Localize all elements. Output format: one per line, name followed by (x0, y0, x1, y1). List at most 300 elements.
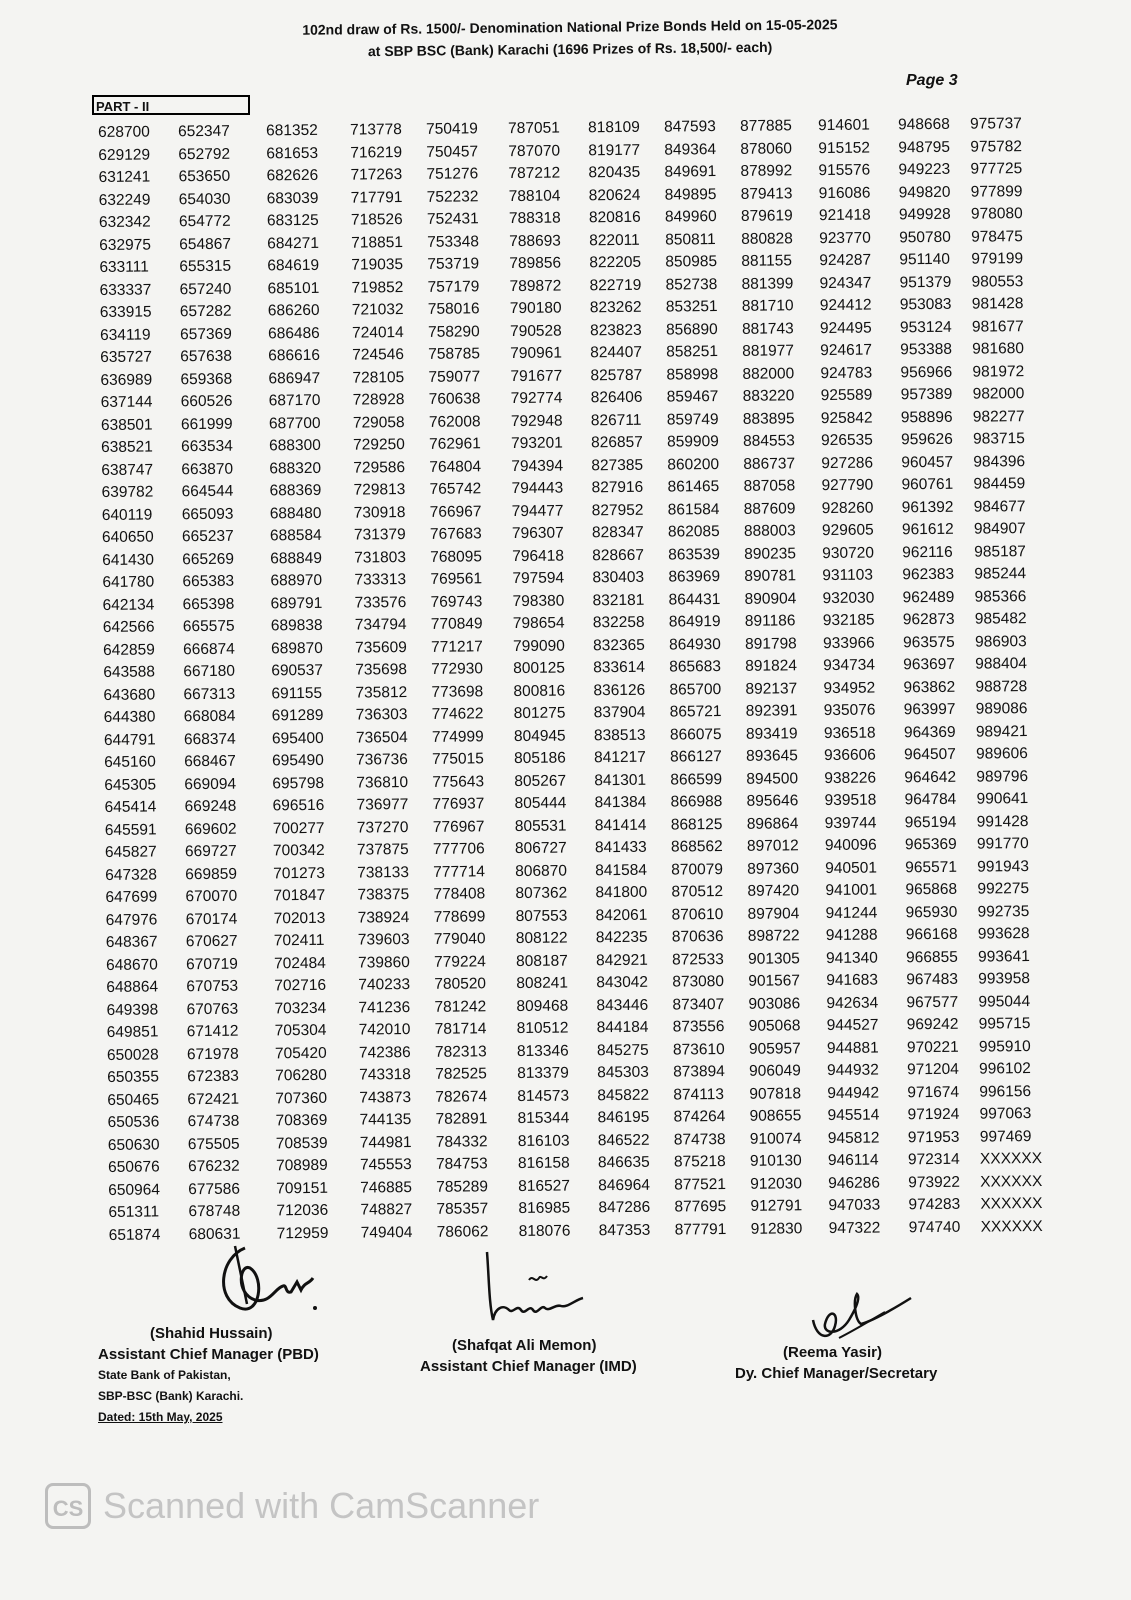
bond-number: 991943 (977, 857, 1030, 876)
bond-number: 813379 (517, 1064, 569, 1083)
bond-number: 645827 (104, 843, 157, 861)
bond-number: 808122 (515, 929, 568, 948)
bond-number: 648864 (106, 978, 159, 996)
bond-number: 924495 (819, 319, 872, 337)
bond-number: 790528 (509, 322, 562, 340)
bond-number: 975782 (970, 137, 1023, 156)
bond-number: 823262 (589, 298, 642, 317)
bond-number: 753719 (427, 255, 480, 273)
bond-number: 908655 (749, 1107, 802, 1125)
bond-number: 891798 (744, 634, 797, 653)
bond-number: 992275 (977, 880, 1030, 898)
bond-number: 875218 (673, 1153, 726, 1171)
bond-number: 643588 (103, 663, 156, 681)
bond-number: XXXXXX (979, 1149, 1043, 1168)
bond-number: 892391 (745, 702, 798, 720)
bond-number: 853251 (665, 298, 718, 316)
bond-number: 888003 (743, 522, 796, 540)
bond-number: 629129 (98, 146, 151, 164)
bond-number: 688849 (270, 549, 323, 567)
bond-number: 647699 (105, 888, 158, 906)
bond-number: 801275 (513, 704, 566, 723)
bond-number: 750419 (426, 120, 478, 138)
bond-number: 736504 (355, 728, 408, 747)
bond-number: 950780 (899, 228, 951, 246)
bond-column-7 (588, 117, 677, 1243)
bond-number: 731379 (353, 526, 406, 544)
bond-number: 818076 (518, 1222, 571, 1240)
bond-number: 702411 (273, 931, 325, 950)
bond-number: 638747 (101, 460, 154, 479)
bond-number: 753348 (427, 232, 479, 251)
bond-number: 850811 (665, 230, 716, 249)
bond-number: 881710 (741, 297, 794, 315)
bond-number: 879619 (740, 207, 793, 225)
bond-number: 933966 (822, 634, 875, 652)
bond-number: 683039 (266, 189, 319, 207)
bond-number: 805531 (514, 817, 567, 835)
bond-number: 951140 (899, 250, 951, 269)
bond-number: 989606 (976, 745, 1028, 763)
bond-number: 832365 (592, 636, 645, 654)
bond-number: 878060 (740, 139, 793, 158)
bond-number: 702484 (274, 954, 326, 972)
bond-number: 945514 (827, 1106, 880, 1125)
signature-2-image (475, 1248, 595, 1328)
bond-number: 778408 (433, 885, 486, 903)
bond-number: 708539 (275, 1134, 328, 1152)
bond-number: 688970 (270, 571, 323, 590)
bond-number: 674738 (187, 1112, 240, 1131)
bond-number: 712959 (276, 1224, 329, 1242)
bond-number: 670627 (185, 932, 238, 951)
bond-number: 846964 (598, 1176, 651, 1194)
signatory-1 (98, 1323, 319, 1428)
bond-number: 682626 (266, 166, 319, 185)
bond-number: 965571 (905, 858, 958, 876)
bond-number: 806870 (515, 862, 568, 880)
bond-number: 737875 (356, 841, 409, 859)
bond-number: 985366 (974, 587, 1027, 606)
bond-number: 832181 (592, 591, 645, 609)
bond-number: 782313 (434, 1042, 487, 1061)
bond-number: 948668 (897, 115, 950, 134)
bond-number: 997469 (979, 1127, 1032, 1146)
bond-number: 959626 (901, 430, 953, 449)
bond-number: 790961 (510, 344, 563, 363)
part-label: PART - II (92, 95, 250, 115)
bond-number: 991428 (976, 812, 1029, 831)
bond-number: 946286 (828, 1174, 881, 1192)
bond-number: 728105 (352, 368, 405, 387)
bond-number: 776937 (432, 795, 485, 813)
bond-number: 664544 (181, 482, 234, 501)
bond-number: 669602 (184, 820, 237, 838)
bond-number: 915152 (818, 139, 871, 157)
bond-number: 705304 (274, 1021, 327, 1040)
bond-number: 847593 (663, 118, 716, 136)
bond-number: 806727 (514, 839, 567, 858)
bond-number: 700277 (272, 819, 325, 837)
bond-number: 716219 (350, 143, 403, 162)
bond-number: 939518 (824, 791, 877, 810)
bond-number: 736736 (356, 751, 408, 769)
bond-number: 813346 (516, 1042, 569, 1060)
bond-number: 981680 (972, 340, 1025, 358)
bond-number: 745553 (359, 1156, 412, 1174)
bond-number: 962873 (902, 610, 955, 629)
bond-number: 635727 (100, 348, 153, 366)
bond-number: 760638 (428, 390, 481, 408)
bond-number: 982000 (972, 385, 1025, 403)
bond-number: 657240 (179, 280, 232, 298)
bond-number: 819177 (588, 141, 641, 159)
bond-number: 665575 (182, 617, 235, 636)
bond-number: 758016 (427, 300, 480, 318)
bond-number: 845822 (597, 1086, 650, 1104)
bond-number: 993628 (977, 925, 1030, 943)
bond-number: 932185 (822, 611, 875, 630)
bond-number: 897904 (747, 904, 800, 923)
bond-number: 657282 (179, 302, 232, 321)
bond-number: 663870 (181, 460, 234, 478)
bond-number: 928260 (821, 499, 874, 517)
bond-number: 668467 (184, 752, 236, 771)
bond-column-10 (818, 114, 907, 1240)
bond-number: 738375 (357, 886, 410, 904)
bond-number: 924617 (820, 341, 873, 360)
bond-number: 842235 (595, 928, 648, 947)
bond-number: 762008 (428, 412, 481, 431)
bond-number: 771217 (430, 637, 483, 656)
bond-number: 989421 (975, 722, 1028, 741)
bond-number: 974283 (908, 1195, 961, 1214)
bond-column-5 (426, 118, 515, 1244)
bond-number: 785289 (436, 1177, 489, 1196)
bond-number: 895646 (746, 792, 799, 810)
bond-number: 705420 (274, 1044, 327, 1062)
bond-number: 874738 (673, 1130, 726, 1149)
bond-number: 841384 (594, 793, 647, 812)
bond-number: 695798 (272, 774, 325, 792)
bond-number: 990641 (976, 790, 1029, 808)
bond-number: 877521 (674, 1175, 727, 1194)
bond-number: 965369 (904, 835, 957, 854)
bond-number: 729250 (353, 436, 405, 454)
bond-number: 921418 (818, 206, 871, 225)
bond-column-1 (98, 121, 187, 1247)
bond-number: 841800 (595, 883, 648, 902)
bond-number: 683125 (266, 211, 319, 230)
bond-number: 701847 (273, 886, 326, 905)
bond-number: 708989 (275, 1156, 328, 1175)
bond-number: 866599 (670, 770, 723, 789)
bond-number: 870636 (671, 928, 724, 946)
bond-number: 826406 (590, 388, 643, 407)
bond-number: 670763 (186, 1000, 239, 1018)
bond-number: 961612 (901, 520, 954, 539)
bond-number: 758785 (428, 345, 481, 363)
bond-number: 729586 (353, 458, 406, 477)
bond-number: 887058 (743, 477, 796, 495)
bond-number: 984907 (973, 520, 1026, 538)
bond-number: 897360 (747, 859, 800, 878)
bond-number: 962116 (902, 543, 953, 561)
bond-number: 927790 (821, 476, 874, 495)
bond-number: 949928 (898, 205, 951, 224)
bond-number: 944932 (827, 1061, 879, 1080)
bond-number: 758290 (427, 322, 480, 341)
bond-number: 781714 (434, 1020, 487, 1038)
bond-number: 742010 (358, 1021, 411, 1039)
bond-number: 870512 (671, 883, 724, 901)
bond-number: 645591 (104, 820, 157, 839)
bond-number: 735698 (355, 661, 408, 679)
bond-number: 996156 (979, 1082, 1032, 1101)
bond-number: 688369 (269, 481, 322, 500)
bond-number: 657638 (180, 347, 233, 366)
bond-number: 647976 (105, 910, 158, 929)
bond-number: 653650 (178, 167, 231, 186)
bond-number: 844184 (596, 1018, 649, 1037)
bond-number: 733313 (354, 571, 407, 589)
bond-number: 886737 (743, 454, 796, 473)
bond-number: 779224 (433, 952, 486, 971)
bond-number: 684619 (267, 256, 320, 275)
bond-number: 985187 (974, 542, 1026, 561)
bond-number: 787051 (508, 119, 560, 138)
bond-number: 643680 (103, 685, 156, 704)
bond-number: 866127 (670, 748, 722, 766)
bond-number: 841217 (594, 748, 646, 767)
bond-number: 924412 (819, 296, 872, 315)
bond-number: 718851 (351, 233, 403, 252)
bond-number: 856890 (665, 320, 718, 339)
bond-number: 816158 (517, 1154, 570, 1173)
bond-number: 827916 (591, 478, 644, 497)
bond-number: 820624 (588, 186, 641, 204)
bond-number: 744981 (359, 1133, 412, 1152)
bond-number: 874264 (673, 1108, 726, 1126)
bond-number: 691289 (271, 706, 324, 725)
bond-number: 828667 (592, 546, 644, 564)
bond-number: 814573 (517, 1087, 570, 1105)
bond-number: 864431 (668, 590, 721, 609)
bond-number: 651874 (108, 1225, 161, 1244)
bond-number: 907818 (749, 1084, 802, 1103)
bond-number: 936518 (823, 724, 876, 742)
bond-number: 768095 (430, 547, 483, 566)
bond-number: 774999 (431, 727, 484, 746)
bond-number: 846522 (597, 1131, 650, 1149)
bond-number: 985482 (974, 610, 1027, 628)
bond-number: 751276 (426, 165, 479, 183)
bond-number: 644380 (103, 708, 156, 726)
bond-number: 960761 (901, 475, 954, 494)
title-line-2: at SBP BSC (Bank) Karachi (1696 Prizes of Rs. 18,500/- each) (367, 38, 773, 60)
bond-number: 941001 (825, 881, 878, 900)
bond-number: 847286 (598, 1198, 651, 1217)
bond-number: 982277 (972, 407, 1025, 426)
bond-number: 953083 (899, 295, 952, 314)
bond-number: 883895 (742, 409, 795, 428)
bond-number: 879413 (740, 184, 793, 203)
bond-number: 996102 (979, 1060, 1031, 1078)
bond-number: 792774 (510, 389, 563, 408)
bond-number: 960457 (901, 453, 954, 471)
bond-number: 820816 (588, 208, 641, 227)
bond-number: 794477 (511, 502, 564, 520)
bond-column-8 (664, 116, 753, 1242)
bond-number: 896864 (746, 814, 799, 833)
camscanner-logo-icon: CS (45, 1483, 91, 1529)
bond-number: 669094 (184, 775, 237, 793)
bond-number: 971674 (907, 1083, 960, 1101)
bond-number: 681653 (266, 144, 319, 162)
bond-number: 825787 (590, 366, 643, 384)
bond-number: 691155 (271, 684, 323, 702)
bond-number: 665237 (181, 527, 234, 546)
bond-number: 652347 (178, 122, 230, 141)
bond-number: 993641 (977, 947, 1030, 966)
bond-column-4 (350, 119, 439, 1245)
bond-number: 641430 (102, 550, 155, 569)
bond-number: 752431 (426, 210, 479, 228)
bond-number: 738133 (357, 863, 410, 882)
bond-number: 837904 (593, 703, 646, 722)
bond-number: 632249 (98, 191, 151, 209)
bond-number: 789872 (509, 277, 562, 295)
bond-number: 893419 (745, 724, 798, 743)
bond-number: 981428 (971, 295, 1024, 313)
bond-number: 670719 (186, 955, 238, 973)
bond-number: 777714 (433, 862, 486, 881)
bond-number: 881399 (741, 274, 794, 293)
bond-number: 927286 (821, 454, 874, 472)
bond-number: 935076 (823, 701, 876, 720)
bond-number: 940501 (825, 859, 878, 877)
bond-number: 782525 (435, 1065, 487, 1083)
signatory-3-designation: Dy. Chief Manager/Secretary (735, 1365, 938, 1382)
bond-number: 728928 (352, 391, 405, 409)
bond-number: 861584 (667, 500, 720, 519)
bond-number: 642566 (102, 618, 155, 636)
camscanner-watermark (45, 1480, 539, 1532)
bond-number: 729813 (353, 481, 406, 499)
bond-number: 944527 (826, 1016, 879, 1035)
bond-number: 798380 (512, 592, 565, 610)
bond-number: 788693 (509, 232, 561, 250)
bond-number: 890781 (744, 567, 797, 585)
bond-number: 773698 (431, 682, 484, 701)
bond-number: 742386 (358, 1043, 411, 1062)
bond-number: 807553 (515, 907, 568, 925)
bond-number: 992735 (977, 902, 1030, 921)
bond-number: 824407 (590, 343, 643, 362)
bond-number: 948795 (898, 138, 951, 156)
bond-number: 975737 (969, 115, 1022, 133)
bond-number: 686260 (267, 301, 320, 320)
bond-number: 641780 (102, 573, 155, 591)
bond-number: 651311 (108, 1203, 160, 1221)
bond-number: 966168 (905, 925, 958, 944)
bond-number: 687700 (268, 414, 321, 432)
bond-number: 822011 (589, 231, 640, 249)
bond-number: 775015 (432, 750, 484, 768)
bond-number: 642859 (102, 640, 155, 659)
bond-number: 731803 (354, 548, 407, 567)
bond-number: 636989 (100, 370, 153, 389)
bond-number: 782674 (435, 1087, 488, 1106)
bond-number: 678748 (188, 1202, 241, 1221)
bond-number: 740233 (358, 976, 411, 994)
bond-number: 962383 (902, 565, 955, 584)
bond-number: 995910 (978, 1037, 1031, 1056)
bond-number: 874113 (673, 1085, 725, 1104)
bond-number: 668374 (183, 730, 236, 748)
bond-number: 852738 (665, 275, 718, 294)
bond-number: 633111 (99, 258, 149, 276)
bond-number: XXXXXX (980, 1194, 1043, 1213)
bond-number: 808187 (515, 952, 568, 970)
bond-number: 807362 (515, 884, 568, 903)
bond-number-columns (98, 113, 1079, 1252)
bond-number: 788318 (508, 209, 561, 228)
title-line-1: 102nd draw of Rs. 1500/- Denomination National Prize Bonds Held on 15-05-2025 (302, 16, 838, 38)
bond-number: 800125 (513, 659, 566, 678)
bond-number: 744135 (359, 1111, 412, 1129)
bond-number: 690537 (271, 661, 324, 680)
bond-number: 967483 (906, 970, 959, 989)
bond-number: 800816 (513, 682, 566, 700)
bond-number: 832258 (592, 613, 645, 632)
bond-number: 665269 (182, 550, 235, 568)
bond-number: 778699 (433, 907, 486, 926)
bond-number: 923770 (819, 229, 871, 247)
bond-number: 741236 (358, 998, 411, 1017)
bond-number: 969242 (906, 1015, 959, 1034)
bond-number: 903086 (748, 994, 801, 1013)
bond-number: 666874 (182, 640, 235, 658)
bond-number: 822719 (589, 276, 642, 294)
bond-number: 638521 (101, 438, 153, 456)
bond-number: 938226 (824, 769, 877, 787)
bond-number: 893645 (746, 747, 798, 765)
bond-number: 865721 (669, 703, 722, 721)
bond-column-12 (970, 113, 1059, 1239)
bond-number: 946114 (827, 1151, 879, 1170)
bond-number: 944881 (826, 1039, 879, 1057)
bond-number: 878992 (740, 162, 793, 180)
bond-number: 964507 (904, 745, 956, 764)
bond-number: 890235 (744, 544, 796, 563)
bond-number: 640650 (101, 528, 154, 546)
bond-number: 631241 (98, 168, 151, 186)
bond-number: 669248 (184, 797, 237, 816)
bond-number: 730918 (353, 503, 406, 522)
signatory-2-name: (Shafqat Ali Memon) (452, 1337, 597, 1354)
bond-number: 873556 (672, 1018, 725, 1036)
bond-number: 818109 (587, 118, 640, 137)
bond-number: 786062 (436, 1222, 489, 1241)
bond-number: 977899 (970, 182, 1023, 201)
bond-number: 647328 (105, 865, 158, 884)
bond-number: 958896 (900, 408, 953, 426)
bond-number: 891824 (745, 657, 798, 675)
bond-number: 962489 (902, 588, 955, 606)
bond-number: 650964 (108, 1180, 161, 1199)
bond-number: 956966 (900, 363, 953, 381)
